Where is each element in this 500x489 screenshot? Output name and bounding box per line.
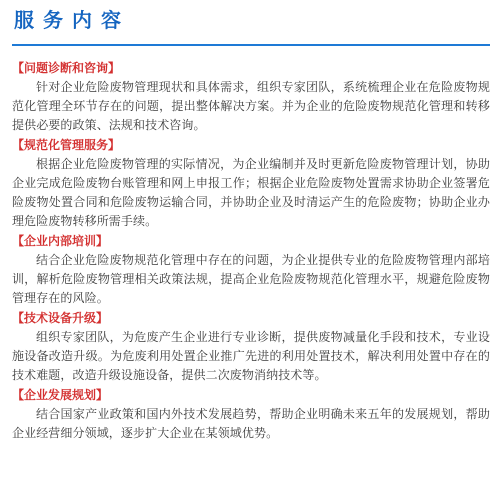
section-equipment-upgrade bbox=[12, 310, 490, 385]
page-title: 服务内容 bbox=[14, 8, 130, 32]
section-body: 组织专家团队，为危废产生企业进行专业诊断，提供废物减量化手段和技术，专业设施设备改造升级。为危废利用处置企业推广先进的利用处置技术，解决利用处置中存在的技术难题，改造升级设施设备，提供二次废物消纳技术等。 bbox=[12, 330, 490, 382]
section-heading: 【问题诊断和咨询】 bbox=[12, 61, 121, 75]
section-internal-training bbox=[12, 233, 490, 308]
section-heading: 【企业发展规划】 bbox=[12, 388, 109, 402]
section-development-planning bbox=[12, 387, 490, 443]
section-standardized-management bbox=[12, 137, 490, 231]
section-heading: 【规范化管理服务】 bbox=[12, 138, 121, 152]
section-body: 结合国家产业政策和国内外技术发展趋势，帮助企业明确未来五年的发展规划，帮助企业经营细分领域，逐步扩大企业在某领域优势。 bbox=[12, 407, 490, 440]
section-heading: 【技术设备升级】 bbox=[12, 311, 109, 325]
section-body: 结合企业危险废物规范化管理中存在的问题，为企业提供专业的危险废物管理内部培训，解析危险废物管理相关政策法规，提高企业危险废物规范化管理水平，规避危险废物管理存在的风险。 bbox=[12, 253, 490, 305]
section-body: 针对企业危险废物管理现状和具体需求，组织专家团队，系统梳理企业在危险废物规范化管理全环节存在的问题，提出整体解决方案。并为企业的危险废物规范化管理和转移提供必要的政策、法规和技术咨询。 bbox=[12, 80, 490, 132]
section-problem-diagnosis bbox=[12, 60, 490, 135]
title-underline bbox=[12, 44, 490, 46]
section-body: 根据企业危险废物管理的实际情况，为企业编制并及时更新危险废物管理计划，协助企业完成危险废物台账管理和网上申报工作；根据企业危险废物处置需求协助企业签署危险废物处置合同和危险废物运输合同，并协助企业及时清运产生的危险废物；协助企业办理危险废物转移所需手续。 bbox=[12, 157, 490, 228]
page-header bbox=[12, 0, 490, 50]
section-heading: 【企业内部培训】 bbox=[12, 234, 109, 248]
